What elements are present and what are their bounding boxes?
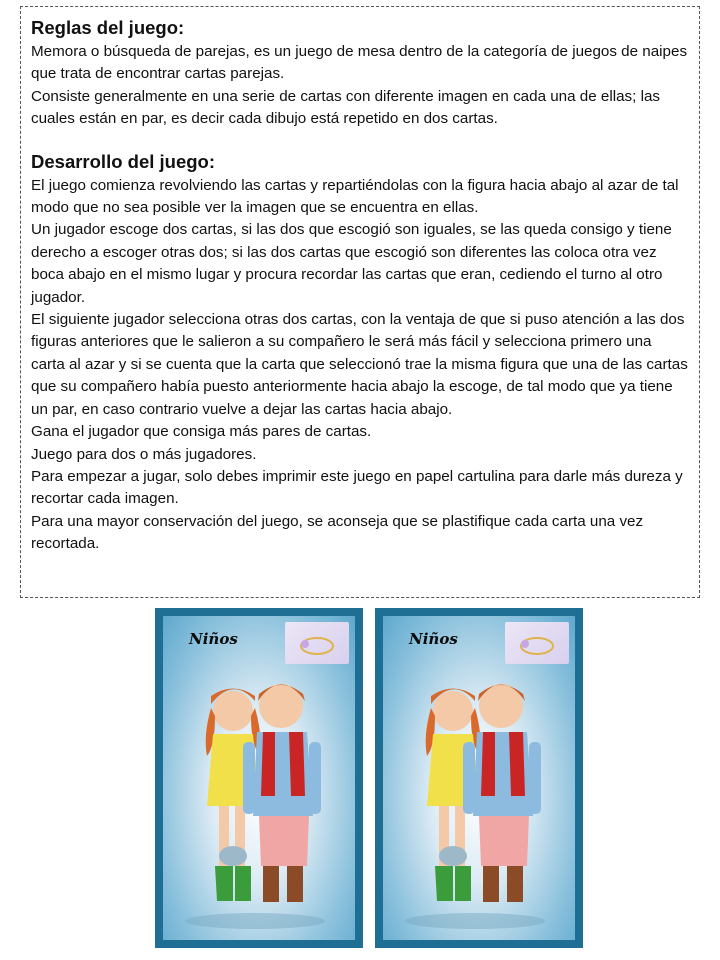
memory-card[interactable]: [375, 608, 583, 948]
development-paragraph: El juego comienza revolviendo las cartas y repartiéndolas con la figura hacia abajo al azar de tal modo que no sea posible ver la imagen que se encuentra en ellas.: [31, 176, 679, 217]
development-paragraph: Juego para dos o más jugadores.: [31, 445, 257, 463]
development-paragraph: Un jugador escoge dos cartas, si las dos que escogió son iguales, se las queda consigo y tiene derecho a escoger otras dos; si las dos cartas que escogió son diferentes las coloca otra vez boca abajo en el mismo lugar y procura recordar las cartas que eran, cediendo el turno al otro jugador.: [31, 221, 672, 306]
rules-box: [20, 6, 700, 598]
rules-paragraph: Memora o búsqueda de parejas, es un juego de mesa dentro de la categoría de juegos de naipes que trata de encontrar cartas parejas.: [31, 43, 688, 83]
development-heading: Desarrollo del juego:: [31, 150, 216, 172]
two-children-illustration-icon: [383, 656, 575, 938]
development-paragraph: El siguiente jugador selecciona otras dos cartas, con la ventaja de que si puso atención a las dos figuras anteriores que le salieron a su compañero le será más fácil y selecciona primero una carta al azar y si se cuenta que la carta que seleccionó trae la misma figura que una de las cartas que su compañero había puesto anteriormente hacia abajo la escoge, de tal modo que ya tiene un par, en caso contrario vuelve a dejar las cartas hacia abajo.: [31, 311, 688, 418]
rules-heading: Reglas del juego:: [31, 17, 185, 38]
card-label: Niños: [409, 630, 458, 648]
development-paragraph: Para una mayor conservación del juego, se aconseja que se plastifique cada carta una vez recortada.: [31, 512, 644, 553]
card-label: Niños: [189, 630, 238, 648]
two-children-illustration-icon: [163, 656, 355, 938]
rules-paragraph: Consiste generalmente en una serie de cartas con diferente imagen en cada una de ellas; las cuales están en par, es decir cada dibujo está repetido en dos cartas.: [31, 87, 660, 128]
development-paragraph: Gana el jugador que consiga más pares de cartas.: [31, 423, 372, 441]
memory-card[interactable]: [155, 608, 363, 948]
development-paragraph: Para empezar a jugar, solo debes imprimir este juego en papel cartulina para darle más dureza y recortar cada imagen.: [31, 467, 683, 508]
memory-cards: [0, 608, 720, 952]
